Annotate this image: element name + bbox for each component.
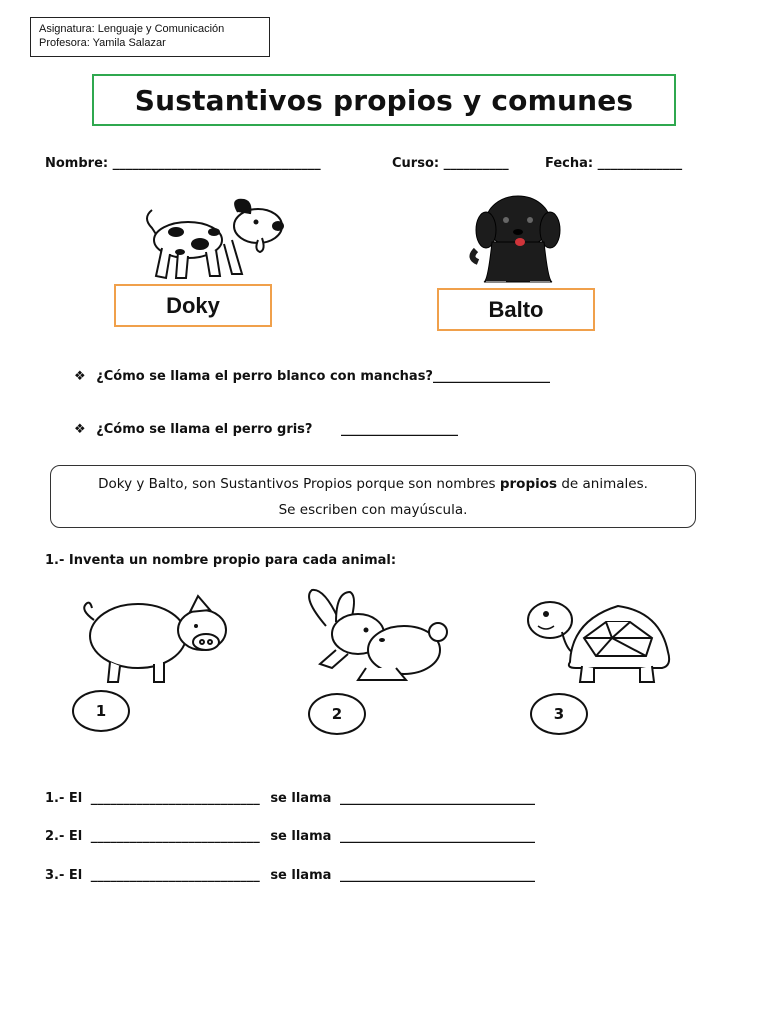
bullet-icon: ❖ [74, 422, 86, 437]
animal-blank[interactable]: __________________________ [90, 791, 260, 806]
answer-middle-text: se llama [270, 868, 332, 883]
animal-blank[interactable]: __________________________ [90, 868, 260, 883]
name-blank[interactable]: ______________________________ [339, 791, 535, 806]
answer-line-3 [45, 868, 535, 883]
turtle-image [522, 592, 674, 688]
answer-number: 3.- El [45, 868, 83, 883]
date-field[interactable]: Fecha: _____________ [545, 156, 683, 171]
number-circle-2: 2 [308, 693, 366, 735]
info-line-2: Se escriben con mayúscula. [278, 502, 468, 518]
spotted-dog-image [140, 192, 290, 284]
answer-line-1 [45, 791, 535, 806]
number-circle-1: 1 [72, 690, 130, 732]
bullet-icon: ❖ [74, 369, 86, 384]
question-1-text[interactable]: ¿Cómo se llama el perro blanco con manchas?__________________ [96, 369, 550, 384]
info-text: Doky y Balto, son Sustantivos Propios porque son nombres [98, 476, 500, 492]
teacher-label: Profesora: Yamila Salazar [39, 37, 166, 49]
question-2 [74, 422, 458, 437]
activity-heading: 1.- Inventa un nombre propio para cada animal: [45, 553, 397, 568]
animal-blank[interactable]: __________________________ [90, 829, 260, 844]
name-blank[interactable]: ______________________________ [339, 868, 535, 883]
dog1-name-box: Doky [114, 284, 272, 327]
answer-number: 1.- El [45, 791, 83, 806]
answer-line-2 [45, 829, 535, 844]
subject-label: Asignatura: Lenguaje y Comunicación [39, 23, 225, 35]
black-dog-image [462, 192, 574, 284]
dog2-name-box: Balto [437, 288, 595, 331]
info-text-end: de animales. [557, 476, 648, 492]
answer-number: 2.- El [45, 829, 83, 844]
page-title: Sustantivos propios y comunes [92, 74, 676, 126]
course-field[interactable]: Curso: __________ [392, 156, 509, 171]
rabbit-image [296, 584, 460, 688]
name-blank[interactable]: ______________________________ [339, 829, 535, 844]
info-box [50, 465, 696, 528]
header-box [30, 17, 270, 57]
question-1 [74, 369, 550, 384]
question-2-text: ¿Cómo se llama el perro gris? [96, 422, 313, 437]
answer-middle-text: se llama [270, 829, 332, 844]
info-line-1 [51, 471, 695, 497]
question-2-blank[interactable]: __________________ [341, 422, 458, 437]
answer-middle-text: se llama [270, 791, 332, 806]
number-circle-3: 3 [530, 693, 588, 735]
pig-image [70, 590, 230, 686]
info-bold-word: propios [499, 476, 558, 492]
name-field[interactable]: Nombre: ________________________________ [45, 156, 321, 171]
